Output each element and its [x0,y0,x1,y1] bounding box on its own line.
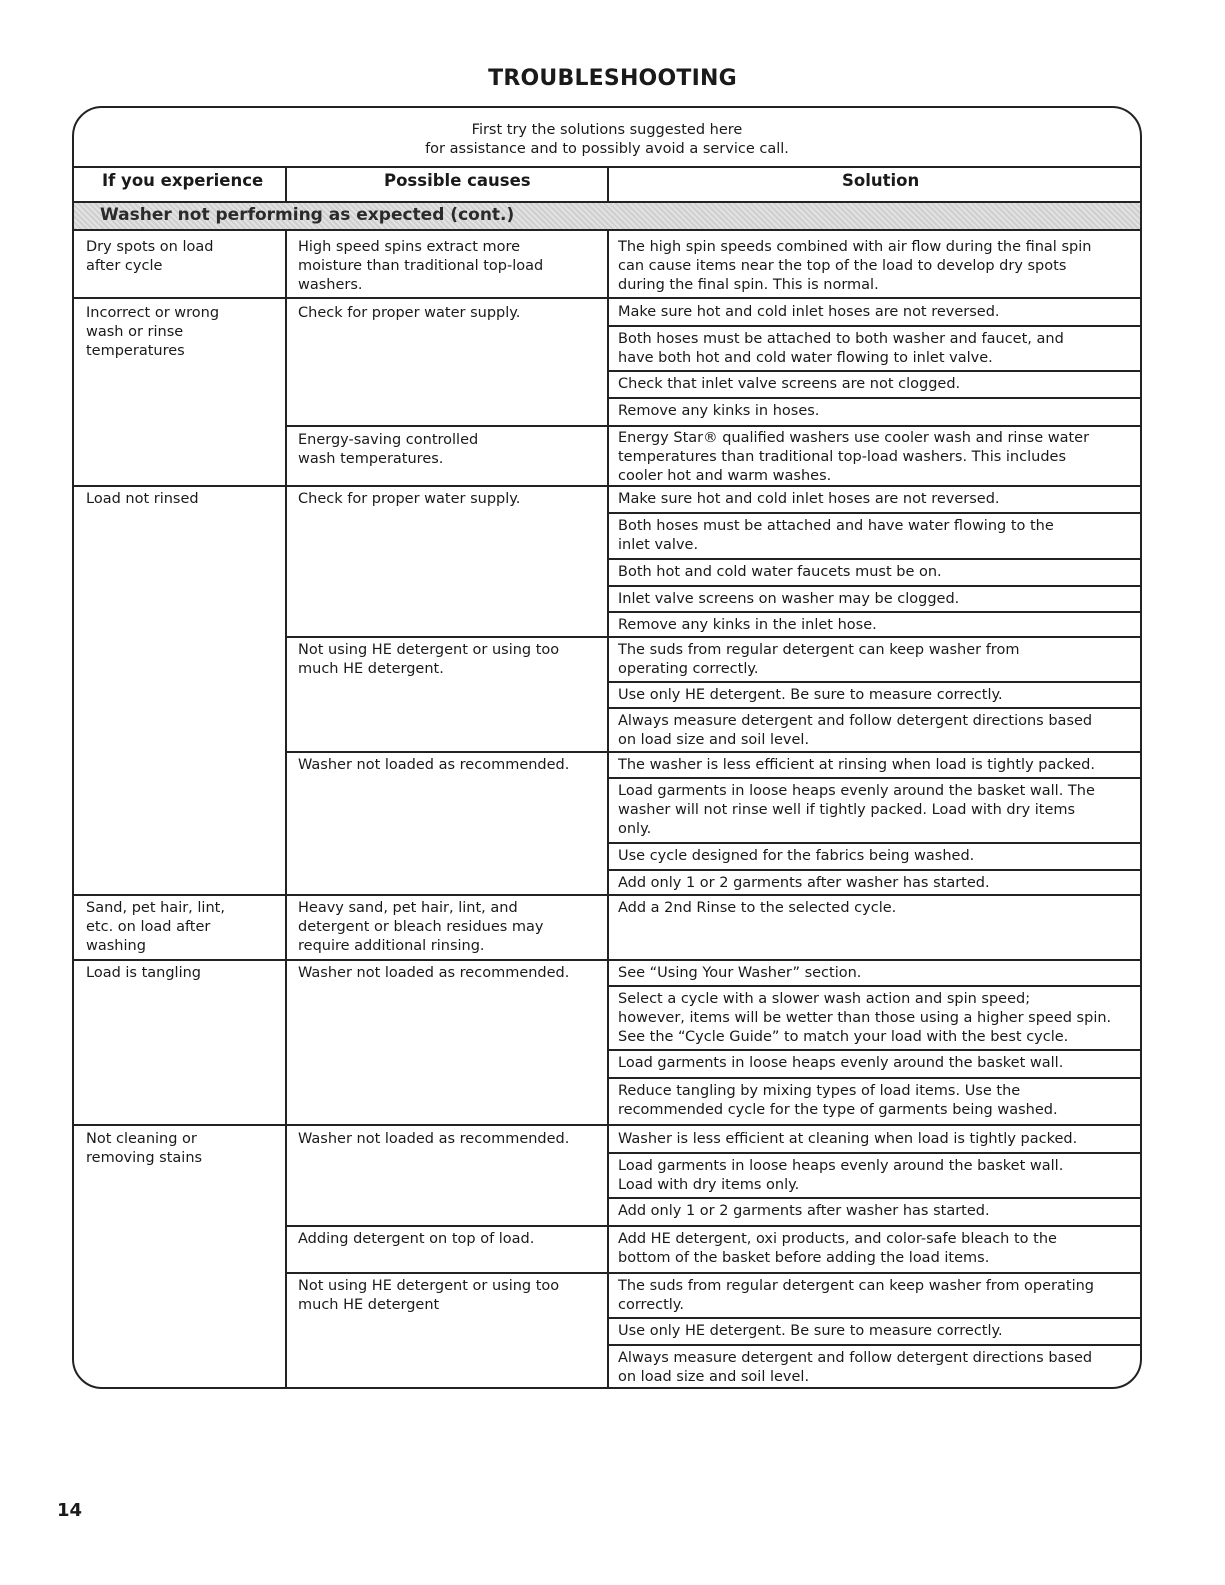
solution-cell: The suds from regular detergent can keep washer from operating correctly. [618,1278,1095,1313]
solution-cell: Reduce tangling by mixing types of load items. Use the recommended cycle for the type of garments being washed. [618,1083,1058,1118]
table-rule [608,370,1140,372]
solution-cell: Use cycle designed for the fabrics being washed. [618,848,975,864]
table-rule [608,585,1140,587]
solution-cell: The high spin speeds combined with air flow during the final spin can cause items near the top of the load to develop dry spots during the final spin. This is normal. [618,239,1092,293]
symptom-cell: Dry spots on load after cycle [86,239,214,274]
table-rule [608,777,1140,779]
cause-cell: Check for proper water supply. [298,491,521,507]
cause-cell: Not using HE detergent or using too much HE detergent [298,1278,560,1313]
solution-cell: Load garments in loose heaps evenly around the basket wall. The washer will not rinse well if tightly packed. Load with dry items only. [618,783,1095,837]
solution-cell: Washer is less efficient at cleaning when load is tightly packed. [618,1131,1078,1147]
solution-cell: Use only HE detergent. Be sure to measure correctly. [618,1323,1003,1339]
solution-cell: Always measure detergent and follow detergent directions based on load size and soil level. [618,1350,1093,1385]
solution-cell: Always measure detergent and follow detergent directions based on load size and soil level. [618,713,1093,748]
solution-cell: Add HE detergent, oxi products, and color-safe bleach to the bottom of the basket before adding the load items. [618,1231,1057,1266]
table-rule [608,707,1140,709]
table-rule [286,1272,1140,1274]
solution-cell: Add only 1 or 2 garments after washer has started. [618,1203,990,1219]
table-rule [74,1124,1140,1126]
table-rule [608,512,1140,514]
table-rule [286,636,1140,638]
solution-cell: Select a cycle with a slower wash action and spin speed; however, items will be wetter than those using a higher speed spin. See the “Cycle Guide” to match your load with the best cycle. [618,991,1112,1045]
cause-cell: High speed spins extract more moisture than traditional top-load washers. [298,239,544,293]
header-col-divider-1 [285,166,287,202]
col-divider-1 [285,231,287,1388]
cause-cell: Washer not loaded as recommended. [298,757,570,773]
solution-cell: See “Using Your Washer” section. [618,965,862,981]
cause-cell: Check for proper water supply. [298,305,521,321]
solution-cell: The suds from regular detergent can keep washer from operating correctly. [618,642,1020,677]
table-rule [286,1225,1140,1227]
table-rule [286,751,1140,753]
solution-cell: Energy Star® qualified washers use cooler wash and rinse water temperatures than traditional top-load washers. This includes cooler hot and warm washes. [618,430,1090,484]
table-rule [74,959,1140,961]
page-title: TROUBLESHOOTING [488,66,737,91]
table-rule [608,1049,1140,1051]
table-rule [608,985,1140,987]
symptom-cell: Incorrect or wrong wash or rinse temperatures [86,305,220,359]
solution-cell: Check that inlet valve screens are not clogged. [618,376,961,392]
table-rule [608,1197,1140,1199]
section-title: Washer not performing as expected (cont.) [100,205,515,225]
table-rule [74,297,1140,299]
solution-cell: Make sure hot and cold inlet hoses are not reversed. [618,304,1000,320]
table-rule [608,1077,1140,1079]
table-rule [608,397,1140,399]
solution-cell: Inlet valve screens on washer may be clogged. [618,591,960,607]
table-rule [608,681,1140,683]
solution-cell: Remove any kinks in hoses. [618,403,820,419]
cause-cell: Energy-saving controlled wash temperatures. [298,432,479,467]
table-rule [608,842,1140,844]
cause-cell: Heavy sand, pet hair, lint, and detergent or bleach residues may require additional rinsing. [298,900,544,954]
table-rule [608,611,1140,613]
solution-cell: Add a 2nd Rinse to the selected cycle. [618,900,897,916]
cause-cell: Adding detergent on top of load. [298,1231,535,1247]
table-rule [608,869,1140,871]
table-rule [286,425,1140,427]
symptom-cell: Sand, pet hair, lint, etc. on load after washing [86,900,225,954]
solution-cell: Use only HE detergent. Be sure to measure correctly. [618,687,1003,703]
table-rule [608,1344,1140,1346]
header-col-divider-2 [607,166,609,202]
cause-cell: Not using HE detergent or using too much HE detergent. [298,642,560,677]
solution-cell: Add only 1 or 2 garments after washer has started. [618,875,990,891]
solution-cell: Load garments in loose heaps evenly around the basket wall. Load with dry items only. [618,1158,1064,1193]
cause-cell: Washer not loaded as recommended. [298,965,570,981]
header-causes: Possible causes [384,171,531,190]
solution-cell: Load garments in loose heaps evenly around the basket wall. [618,1055,1064,1071]
table-rule [74,894,1140,896]
page-number: 14 [57,1500,83,1521]
table-rule [608,558,1140,560]
solution-cell: Both hoses must be attached to both washer and faucet, and have both hot and cold water flowing to inlet valve. [618,331,1064,366]
symptom-cell: Not cleaning or removing stains [86,1131,203,1166]
header-experience: If you experience [102,171,264,190]
symptom-cell: Load is tangling [86,965,202,981]
table-rule [608,1317,1140,1319]
solution-cell: Both hot and cold water faucets must be on. [618,564,942,580]
table-rule [608,1152,1140,1154]
solution-cell: Remove any kinks in the inlet hose. [618,617,877,633]
header-solution: Solution [842,171,920,190]
col-divider-2 [607,231,609,1388]
solution-cell: The washer is less efficient at rinsing when load is tightly packed. [618,757,1095,773]
table-rule [608,325,1140,327]
intro-text: First try the solutions suggested here for assistance and to possibly avoid a service call. [425,122,789,157]
cause-cell: Washer not loaded as recommended. [298,1131,570,1147]
solution-cell: Make sure hot and cold inlet hoses are not reversed. [618,491,1000,507]
solution-cell: Both hoses must be attached and have water flowing to the inlet valve. [618,518,1054,553]
symptom-cell: Load not rinsed [86,491,199,507]
